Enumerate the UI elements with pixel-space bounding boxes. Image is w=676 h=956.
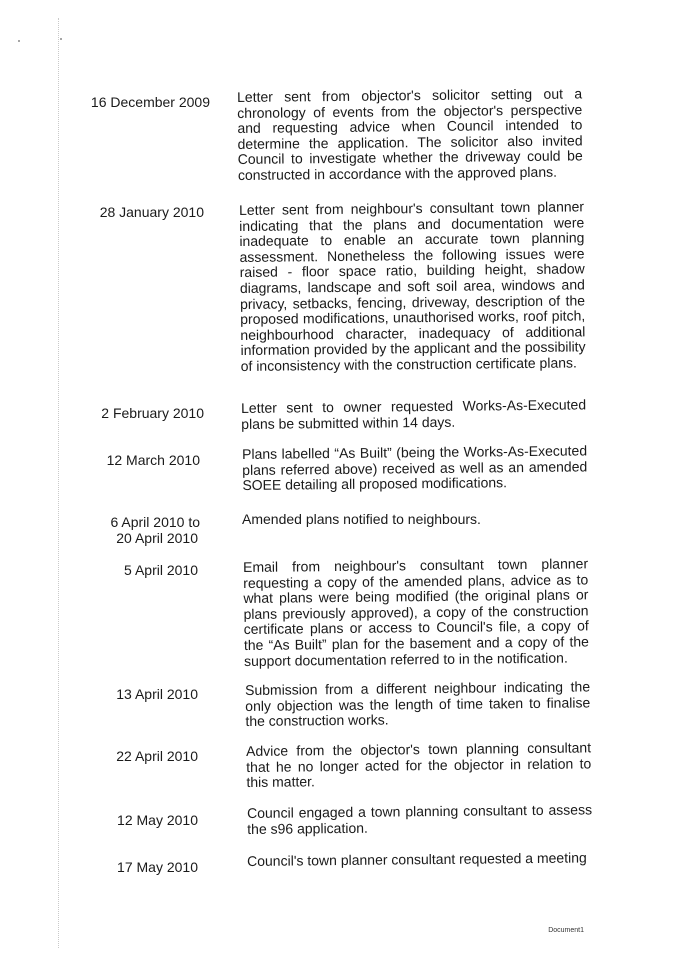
entry-date: 17 May 2010 [117, 859, 198, 875]
entry-date: 22 April 2010 [116, 748, 198, 764]
entry-date: 13 April 2010 [116, 686, 198, 702]
entry-date: 6 April 2010 to [110, 514, 200, 530]
entry-date: 28 January 2010 [99, 204, 204, 220]
entry-description: Council engaged a town planning consultant to assess the s96 application. [246, 801, 593, 837]
entry-description: Letter sent to owner requested Works-As-Executed plans be submitted within 14 days. [240, 396, 587, 432]
scan-speck [18, 40, 20, 42]
entry-date-end: 20 April 2010 [116, 530, 198, 546]
entry-date: 12 March 2010 [106, 452, 200, 468]
entry-date: 16 December 2009 [90, 94, 210, 110]
entry-description: Email from neighbour's consultant town planner requesting a copy of the amended plans, advice as to what plans were being modified (the original plans or plans previously approved), a copy of the construction certificate plans or access to Council's file, a copy of the “As Built” plan for the basement and a copy of the support documentation referred to in the notification. [242, 555, 589, 669]
scan-margin-line [58, 18, 59, 948]
entry-description: Submission from a different neighbour indicating the only objection was the length of time taken to finalise the construction works. [244, 678, 591, 730]
footer-document-label: Document1 [548, 927, 584, 934]
entry-date: 12 May 2010 [117, 812, 198, 828]
entry-description: Advice from the objector's town planning consultant that he no longer acted for the objector in relation to this matter. [245, 739, 592, 791]
entry-description: Letter sent from neighbour's consultant town planner indicating that the plans and documentation were inadequate to enable an accurate town planning assessment. Nonetheless the following issues were raised - floor space ratio, building height, shadow diagrams, landscape and soft soil area, windows and privacy, setbacks, fencing, driveway, description of the proposed modifications, unauthorised works, roof pitch, neighbourhood character, inadequacy of additional information provided by the applicant and the possibility of inconsistency with the construction certificate plans. [238, 198, 586, 374]
entry-description: Amended plans notified to neighbours. [242, 511, 481, 527]
entry-description: Plans labelled “As Built” (being the Works-As-Executed plans referred above) received as well as an amended SOEE detailing all proposed modifications. [241, 442, 588, 494]
entry-description: Letter sent from objector's solicitor setting out a chronology of events from the objector's perspective and requesting advice when Council intended to determine the application. The solicitor also invited Council to investigate whether the driveway could be constructed in accordance with the approved plans. [236, 85, 583, 183]
entry-description: Council's town planner consultant requested a meeting [246, 849, 587, 869]
entry-date: 5 April 2010 [124, 562, 198, 578]
scan-speck [60, 38, 62, 40]
entry-date: 2 February 2010 [101, 405, 204, 421]
